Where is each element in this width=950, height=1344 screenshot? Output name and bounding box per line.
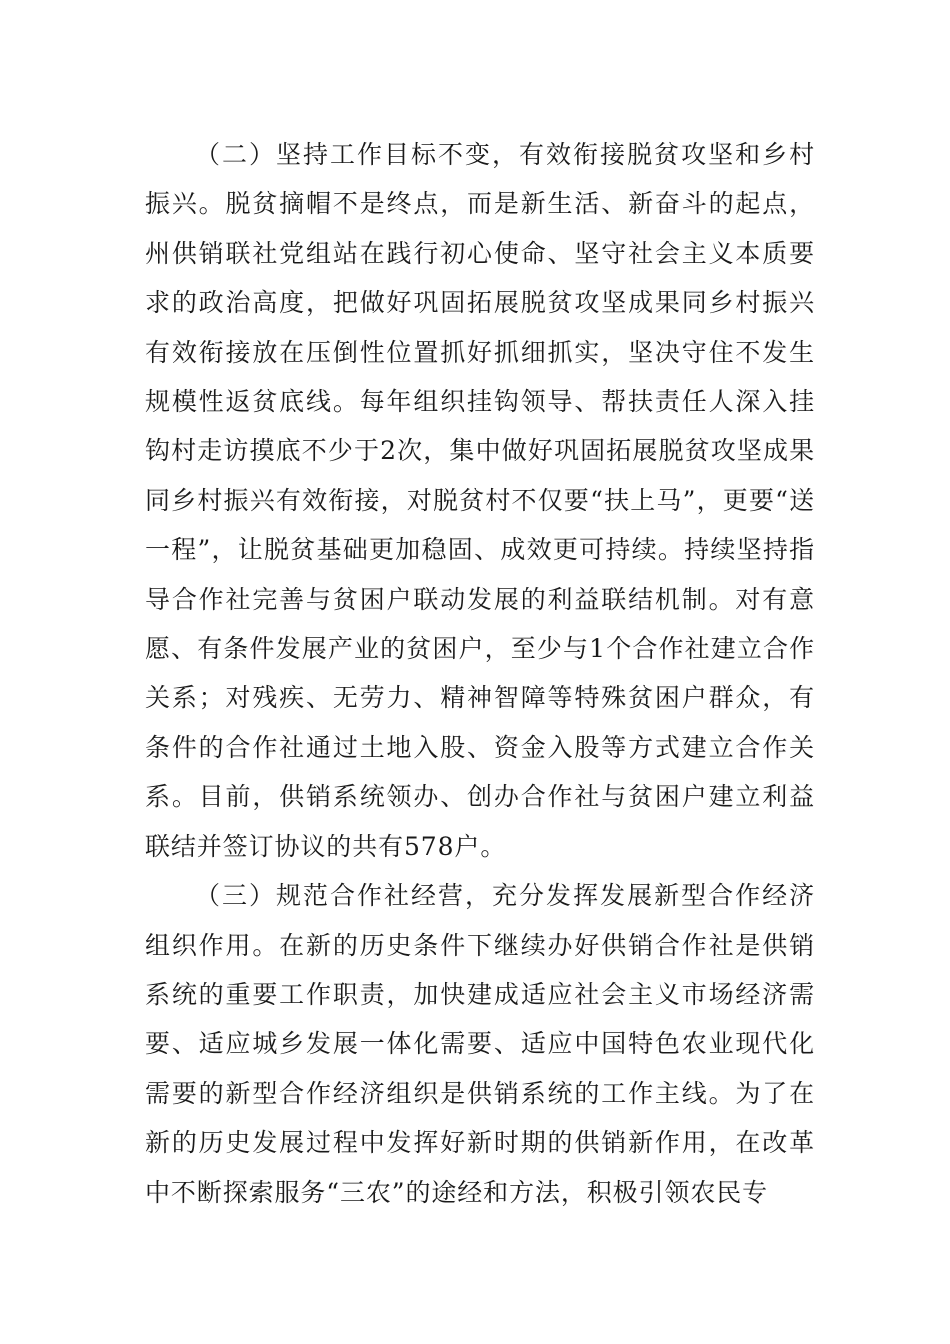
document-body [145, 130, 815, 1217]
paragraph-2: （二）坚持工作目标不变，有效衔接脱贫攻坚和乡村振兴。脱贫摘帽不是终点，而是新生活、新奋斗的起点，州供销联社党组站在践行初心使命、坚守社会主义本质要求的政治高度，把做好巩固拓展脱贫攻坚成果同乡村振兴有效衔接放在压倒性位置抓好抓细抓实，坚决守住不发生规模性返贫底线。每年组织挂钩领导、帮扶责任人深入挂钩村走访摸底不少于2次，集中做好巩固拓展脱贫攻坚成果同乡村振兴有效衔接，对脱贫村不仅要“扶上马”，更要“送一程”，让脱贫基础更加稳固、成效更可持续。持续坚持指导合作社完善与贫困户联动发展的利益联结机制。对有意愿、有条件发展产业的贫困户，至少与1个合作社建立合作关系；对残疾、无劳力、精神智障等特殊贫困户群众，有条件的合作社通过土地入股、资金入股等方式建立合作关系。目前，供销系统领办、创办合作社与贫困户建立利益联结并签订协议的共有578户。 [145, 140, 815, 861]
paragraph-3: （三）规范合作社经营，充分发挥发展新型合作经济组织作用。在新的历史条件下继续办好供销合作社是供销系统的重要工作职责，加快建成适应社会主义市场经济需要、适应城乡发展一体化需要、适应中国特色农业现代化需要的新型合作经济组织是供销系统的工作主线。为了在新的历史发展过程中发挥好新时期的供销新作用，在改革中不断探索服务“三农”的途经和方法，积极引领农民专 [145, 881, 815, 1207]
